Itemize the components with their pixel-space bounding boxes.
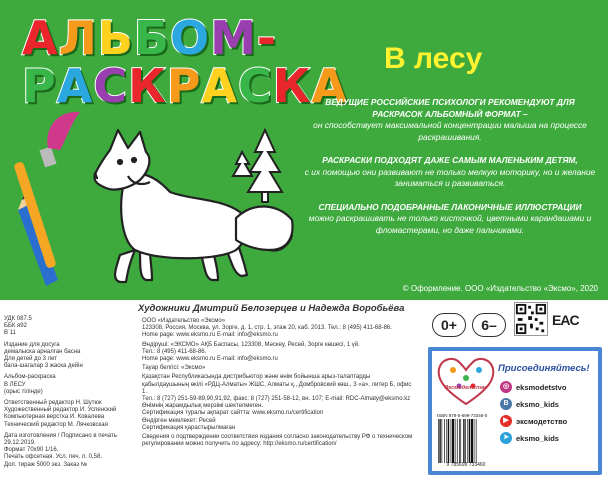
blurb-2: РАСКРАСКИ ПОДХОДЯТ ДАЖЕ САМЫМ МАЛЕНЬКИМ ДЕТЯМ, с их помощью они развивают не только мелкую моторику, но и желание заниматься и развиваться. [304, 155, 596, 188]
logo-letter: М [210, 11, 257, 65]
logo-letter: К [128, 59, 167, 113]
cover-illustration [0, 100, 300, 300]
logo-letter: С [93, 59, 129, 113]
logo-line-1 [22, 11, 348, 65]
logo-letter: С [238, 59, 273, 113]
instagram-icon: ◎ [500, 381, 512, 393]
barcode-bar [455, 419, 456, 463]
age-rating-badge: 0+ [432, 313, 466, 337]
social-link-0[interactable] [500, 381, 566, 393]
barcode-bar [459, 419, 460, 463]
barcode-bar [439, 419, 440, 463]
social-link-label: eksmodetstvo [516, 382, 567, 392]
barcode-number: 9 785699 733460 [446, 462, 486, 468]
blurb-1: ВЕДУЩИЕ РОССИЙСКИЕ ПСИХОЛОГИ РЕКОМЕНДУЮТ ДЛЯ РАСКРАСОК АЛЬБОМНЫЙ ФОРМАТ – он способствует максимальной концентрации малыша на процессе раскрашивания. [313, 97, 587, 142]
artists-credit: Художники Дмитрий Белозерцев и Надежда Воробьёва [138, 303, 405, 314]
logo-letter: О [169, 11, 211, 65]
social-link-2[interactable] [500, 415, 567, 427]
barcode-icon [437, 419, 495, 463]
barcode-bar [469, 419, 470, 463]
barcode-bar [463, 419, 464, 463]
imprint-left-column: УДК 087.5 ББК я92 В 11 Издание для досуга демалыска арналган басна Для детей до 3 лет бала-шагалар 3 жаска дейін Альбом-раскраска В ЛЕСУ (орыс тілінде) Ответственный редактор Н. Шутюк Художественный редактор И. Успенский Компьютерная верстка И. Ковалева Технический редактор М. Лячковская Дата изготовления / Подписано в печать 29.12.2019. Формат 70х90 1/16. Печать офсетная. Усл. печ. л. 0,58. Доп. тираж 5000 экз. Заказ № [4, 316, 117, 468]
logo-letter: А [311, 59, 349, 113]
logo-letter: Б [133, 11, 170, 65]
barcode-bar [476, 419, 477, 463]
qr-code-icon [514, 302, 548, 336]
logo-letter: Л [58, 11, 98, 65]
social-link-label: eksmo_kids [516, 399, 559, 409]
barcode-bar [442, 419, 443, 463]
isbn-text: ISBN 978-5-699-73346-0 [437, 413, 488, 418]
heart-logo-icon [435, 354, 497, 408]
social-link-label: эксмодетство [516, 416, 568, 426]
youtube-icon: ▶ [500, 415, 512, 427]
barcode-bar [438, 419, 439, 463]
logo-letter: К [272, 59, 312, 113]
logo-letter: А [56, 59, 94, 113]
barcode-bar [471, 419, 473, 463]
vk-icon: B [500, 398, 512, 410]
barcode-bar [451, 419, 452, 463]
barcode-bar [465, 419, 466, 463]
social-link-1[interactable] [500, 398, 559, 410]
barcode-bar [452, 419, 454, 463]
blurb-3: СПЕЦИАЛЬНО ПОДОБРАННЫЕ ЛАКОНИЧНЫЕ ИЛЛЮСТРАЦИИ можно раскрашивать не только кисточкой, цветными карандашами и фломастерами, но даже пальчиками. [308, 201, 592, 235]
barcode-bar [444, 419, 445, 463]
telegram-icon: ➤ [500, 432, 512, 444]
logo-letter: Р [22, 59, 57, 113]
imprint-middle-column: ООО «Издательство «Эксмо» 123308, Россия, Москва, ул. Зорге, д. 1, стр. 1, этаж 20, каб. 2013. Тел.: 8 (495) 411-68-86. Home page: www.eksmo.ru E-mail: info@eksmo.ru Өндіруші: «ЭКСМО» АҚБ Баспасы, 123308, Мәскеу, Ресей, Зорге көшесі, 1 үй. Тел.: 8 (495) 411-68-86. Home page: www.eksmo.ru E-mail: info@eksmo.ru Тауар белгісі: «Эксмо» Қазақстан Республикасында дистрибьютор және өнім бойынша арыз-талаптарды қабылдаушының өкілі «РДЦ-Алматы» ЖШС, Алматы қ., Домбровский көш., 3 «а», литер Б, офис 1. Тел.: 8 (727) 251-59-89,90,91,92, факс: 8 (727) 251-58-12, вн. 107; E-mail: RDC-Almaty@eksmo.kz Өнімнің жарамдылық мерзімі шектелмеген. Сертификация туралы ақпарат сайтта: www.eksmo.ru/certification Өндірген мемлекет: Ресей Сертификация қарастырылмаған Сведения о подтверждении соответствия издания согласно законодательству РФ о техническом регулировании можно получить по адресу: http://eksmo.ru/certification/ [142, 318, 413, 448]
paintbrush-icon [13, 112, 80, 269]
fir-tree-icon [233, 130, 282, 202]
barcode-bar [467, 419, 468, 463]
logo-letter: А [201, 59, 239, 113]
join-us-text: Присоединяйтесь! [498, 363, 590, 374]
social-media-panel [428, 347, 602, 475]
barcode-bar [474, 419, 475, 463]
cover-blurbs [300, 97, 600, 248]
barcode-bar [446, 419, 447, 463]
social-link-label: eksmo_kids [516, 433, 559, 443]
age-limit-badge: 6– [472, 313, 506, 337]
barcode-bar [448, 419, 449, 463]
copyright-notice: © Оформление. ООО «Издательство «Эксмо», 2020 [402, 284, 598, 293]
eac-mark: EAC [552, 312, 579, 328]
album-logo [22, 11, 349, 113]
book-subtitle: В лесу [384, 42, 483, 75]
social-link-3[interactable] [500, 432, 559, 444]
logo-letter: Ь [97, 11, 134, 65]
logo-letter: А [22, 11, 59, 65]
heart-logo-text: Эксмодетство [444, 385, 488, 391]
barcode-bar [457, 419, 458, 463]
barcode-bar [460, 419, 461, 463]
logo-letter: Р [166, 59, 202, 113]
logo-letter: - [256, 11, 277, 65]
